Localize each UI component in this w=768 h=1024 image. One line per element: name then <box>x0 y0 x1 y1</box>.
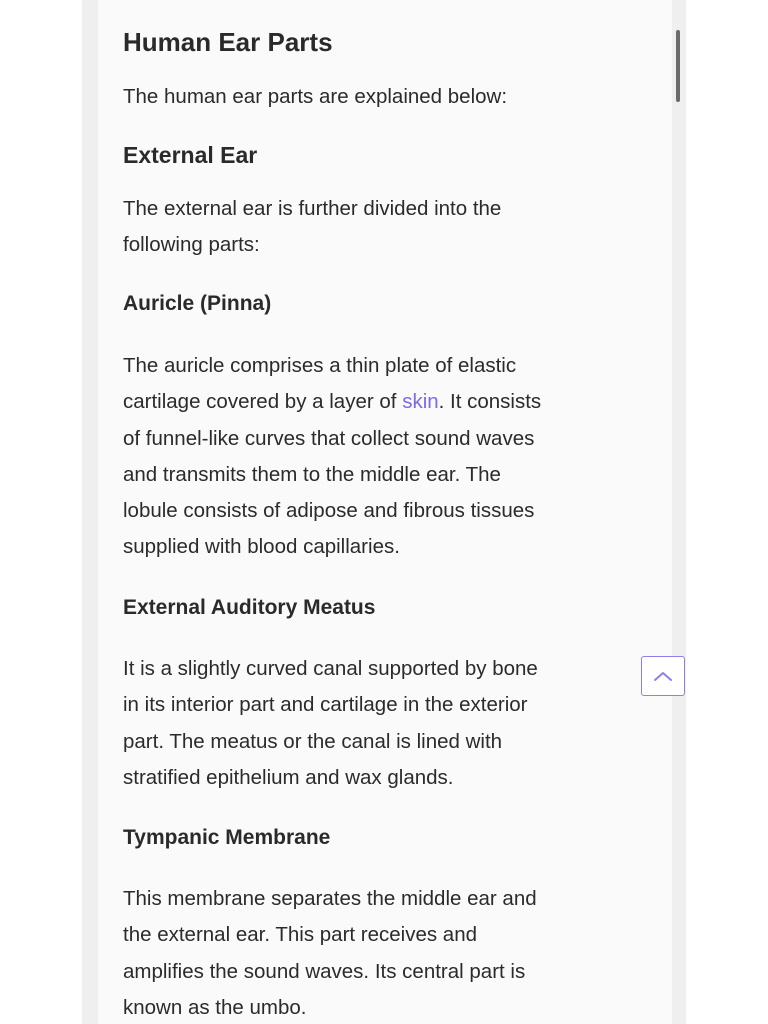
page-title: Human Ear Parts <box>123 27 333 57</box>
paragraph-line: It is a slightly curved canal supported by bone <box>123 657 538 680</box>
auricle-paragraph <box>123 348 658 566</box>
tympanic-paragraph <box>123 881 658 1024</box>
intro-paragraph <box>123 79 658 115</box>
meatus-heading: External Auditory Meatus <box>123 596 376 619</box>
paragraph-line: the external ear. This part receives and <box>123 923 478 947</box>
paragraph-line: The auricle comprises a thin plate of elastic <box>123 354 517 377</box>
intro-text: The human ear parts are explained below: <box>123 85 508 108</box>
paragraph-line: of funnel-like curves that collect sound waves <box>123 426 535 450</box>
auricle-heading: Auricle (Pinna) <box>123 292 272 315</box>
skin-link[interactable]: skin <box>402 390 439 414</box>
paragraph-text: . It consists <box>438 390 542 414</box>
paragraph-line: supplied with blood capillaries. <box>123 535 400 559</box>
paragraph-line: following parts: <box>123 233 260 257</box>
paragraph-line: This membrane separates the middle ear and <box>123 887 537 910</box>
paragraph-line: and transmits them to the middle ear. The <box>123 462 501 486</box>
paragraph-line: part. The meatus or the canal is lined with <box>123 729 503 753</box>
tympanic-heading: Tympanic Membrane <box>123 826 331 849</box>
external-ear-heading: External Ear <box>123 142 258 168</box>
paragraph-line: The external ear is further divided into the <box>123 197 502 220</box>
scroll-to-top-button[interactable] <box>641 656 685 696</box>
scrollbar-thumb[interactable] <box>676 30 680 102</box>
paragraph-text: cartilage covered by a layer of <box>123 390 403 414</box>
paragraph-line: stratified epithelium and wax glands. <box>123 765 454 789</box>
paragraph-line: lobule consists of adipose and fibrous tissues <box>123 499 535 523</box>
meatus-paragraph <box>123 651 658 796</box>
external-ear-paragraph <box>123 191 658 264</box>
paragraph-line <box>123 384 658 420</box>
paragraph-line: in its interior part and cartilage in the exterior <box>123 693 528 717</box>
paragraph-line: amplifies the sound waves. Its central part is <box>123 959 526 983</box>
paragraph-line: known as the umbo. <box>123 995 307 1019</box>
article-content <box>98 0 672 1024</box>
chevron-up-icon <box>652 669 674 683</box>
